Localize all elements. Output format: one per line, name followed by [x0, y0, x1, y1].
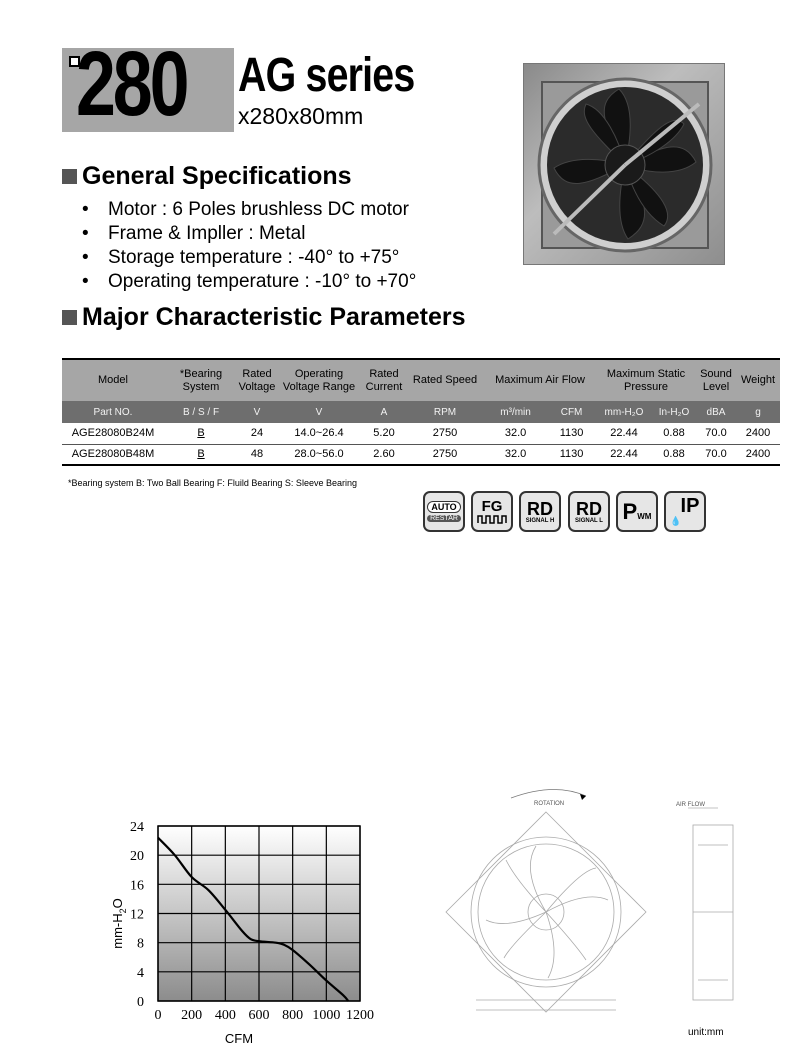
x-tick-label: 1200: [346, 1008, 374, 1023]
bearing-footnote: *Bearing system B: Two Ball Bearing F: Fluild Bearing S: Sleeve Bearing: [68, 478, 357, 488]
y-tick-label: 20: [130, 849, 144, 865]
table-header-row: [62, 359, 780, 401]
table-cell: 22.44: [596, 444, 652, 465]
col-bearing: *Bearing System: [164, 359, 238, 401]
pwm-p-label: P: [622, 498, 638, 524]
rotation-arrow: [511, 789, 586, 798]
table-cell: B: [164, 423, 238, 444]
unit-label: unit:mm: [688, 1027, 724, 1038]
parameters-table: [62, 358, 780, 466]
front-view-drawing: [436, 780, 676, 1030]
rd-label: RD: [527, 498, 553, 519]
table-cell: 0.88: [652, 423, 696, 444]
unit-cell: V: [276, 401, 362, 423]
pq-chart: [100, 812, 390, 1047]
x-axis-label: CFM: [224, 1031, 254, 1046]
unit-cell: dBA: [696, 401, 736, 423]
table-cell: 2400: [736, 444, 780, 465]
table-cell: 2400: [736, 423, 780, 444]
square-bullet-icon: [62, 310, 77, 325]
spec-item: • Operating temperature : -10° to +70°: [82, 270, 416, 294]
table-cell: 32.0: [484, 423, 547, 444]
table-unit-row: [62, 401, 780, 423]
table-cell: 32.0: [484, 444, 547, 465]
table-cell: 48: [238, 444, 276, 465]
general-specs-title: General Specifications: [82, 162, 352, 190]
table-cell: 70.0: [696, 444, 736, 465]
table-cell: 2750: [406, 423, 484, 444]
col-rated-current: Rated Current: [362, 359, 406, 401]
general-specs-list: [82, 198, 416, 294]
col-airflow: Maximum Air Flow: [484, 359, 596, 401]
fan-photo: [523, 63, 725, 265]
rotation-label: ROTATION: [534, 801, 565, 807]
x-tick-label: 0: [154, 1008, 162, 1023]
unit-cell: Part NO.: [62, 401, 164, 423]
table-row: [62, 423, 780, 444]
general-specs-heading: [62, 164, 352, 189]
unit-cell: m³/min: [484, 401, 547, 423]
col-rated-voltage: Rated Voltage: [238, 359, 276, 401]
rd-low-icon: [568, 491, 610, 532]
fg-icon: [471, 491, 513, 532]
table-cell: 70.0: [696, 423, 736, 444]
restart-label: RESTAR: [427, 515, 461, 522]
rd-high-icon: [519, 491, 561, 532]
table-cell: 2.60: [362, 444, 406, 465]
table-cell: 2750: [406, 444, 484, 465]
col-model: Model: [62, 359, 164, 401]
rd-label: RD: [576, 498, 602, 519]
series-title: AG series: [238, 49, 415, 102]
y-axis-label: $mm-H_2O$: [110, 898, 128, 949]
unit-cell: V: [238, 401, 276, 423]
y-tick-label: 16: [130, 878, 144, 894]
spec-item: • Frame & Impller : Metal: [82, 222, 416, 246]
signal-h-label: SIGNAL H: [525, 517, 555, 524]
table-cell: AGE28080B24M: [62, 423, 164, 444]
auto-label: AUTO: [427, 501, 460, 513]
water-drops-icon: 💧: [670, 516, 682, 526]
side-view-drawing: [668, 790, 738, 1015]
col-weight: Weight: [736, 359, 780, 401]
x-tick-labels: [155, 1008, 375, 1023]
auto-restart-icon: [423, 491, 465, 532]
ip-label: IP: [680, 495, 700, 517]
x-tick-label: 800: [282, 1008, 304, 1023]
model-number: 280: [76, 33, 187, 135]
parameters-title: Major Characteristic Parameters: [82, 303, 466, 331]
y-tick-label: 12: [130, 907, 144, 923]
pwm-wm-label: WM: [637, 512, 652, 521]
square-bullet-icon: [62, 169, 77, 184]
ip-icon: [664, 491, 706, 532]
x-tick-label: 600: [248, 1008, 270, 1023]
col-operating-voltage: Operating Voltage Range: [276, 359, 362, 401]
y-tick-label: 24: [130, 820, 144, 835]
spec-item: • Storage temperature : -40° to +75°: [82, 246, 416, 270]
parameters-heading: [62, 305, 466, 330]
unit-cell: In-H₂O: [652, 401, 696, 423]
y-tick-label: 4: [137, 965, 144, 981]
signal-l-label: SIGNAL L: [575, 517, 603, 524]
series-dimensions: x280x80mm: [238, 103, 364, 129]
unit-cell: CFM: [547, 401, 596, 423]
x-tick-label: 1000: [312, 1008, 341, 1023]
x-tick-label: 200: [181, 1008, 203, 1023]
col-rated-speed: Rated Speed: [406, 359, 484, 401]
unit-cell: RPM: [406, 401, 484, 423]
pwm-icon: [616, 491, 658, 532]
table-cell: 22.44: [596, 423, 652, 444]
table-row: [62, 444, 780, 465]
y-tick-label: 0: [137, 995, 144, 1010]
col-sound: Sound Level: [696, 359, 736, 401]
unit-cell: g: [736, 401, 780, 423]
airflow-label: AIR FLOW: [676, 802, 706, 808]
y-tick-labels: [130, 820, 144, 1010]
unit-cell: A: [362, 401, 406, 423]
table-cell: AGE28080B48M: [62, 444, 164, 465]
table-cell: 1130: [547, 423, 596, 444]
table-cell: 1130: [547, 444, 596, 465]
side-outline: [693, 825, 733, 1000]
table-cell: 5.20: [362, 423, 406, 444]
blade-lines: [486, 846, 608, 978]
table-cell: B: [164, 444, 238, 465]
y-tick-label: 8: [137, 936, 144, 952]
table-cell: 14.0~26.4: [276, 423, 362, 444]
spec-item: • Motor : 6 Poles brushless DC motor: [82, 198, 416, 222]
table-cell: 24: [238, 423, 276, 444]
unit-cell: B / S / F: [164, 401, 238, 423]
table-cell: 0.88: [652, 444, 696, 465]
x-tick-label: 400: [214, 1008, 236, 1023]
unit-cell: mm-H₂O: [596, 401, 652, 423]
pulse-wave-icon: [477, 514, 507, 524]
col-static-pressure: Maximum Static Pressure: [596, 359, 696, 401]
table-cell: 28.0~56.0: [276, 444, 362, 465]
fg-label: FG: [481, 498, 503, 515]
